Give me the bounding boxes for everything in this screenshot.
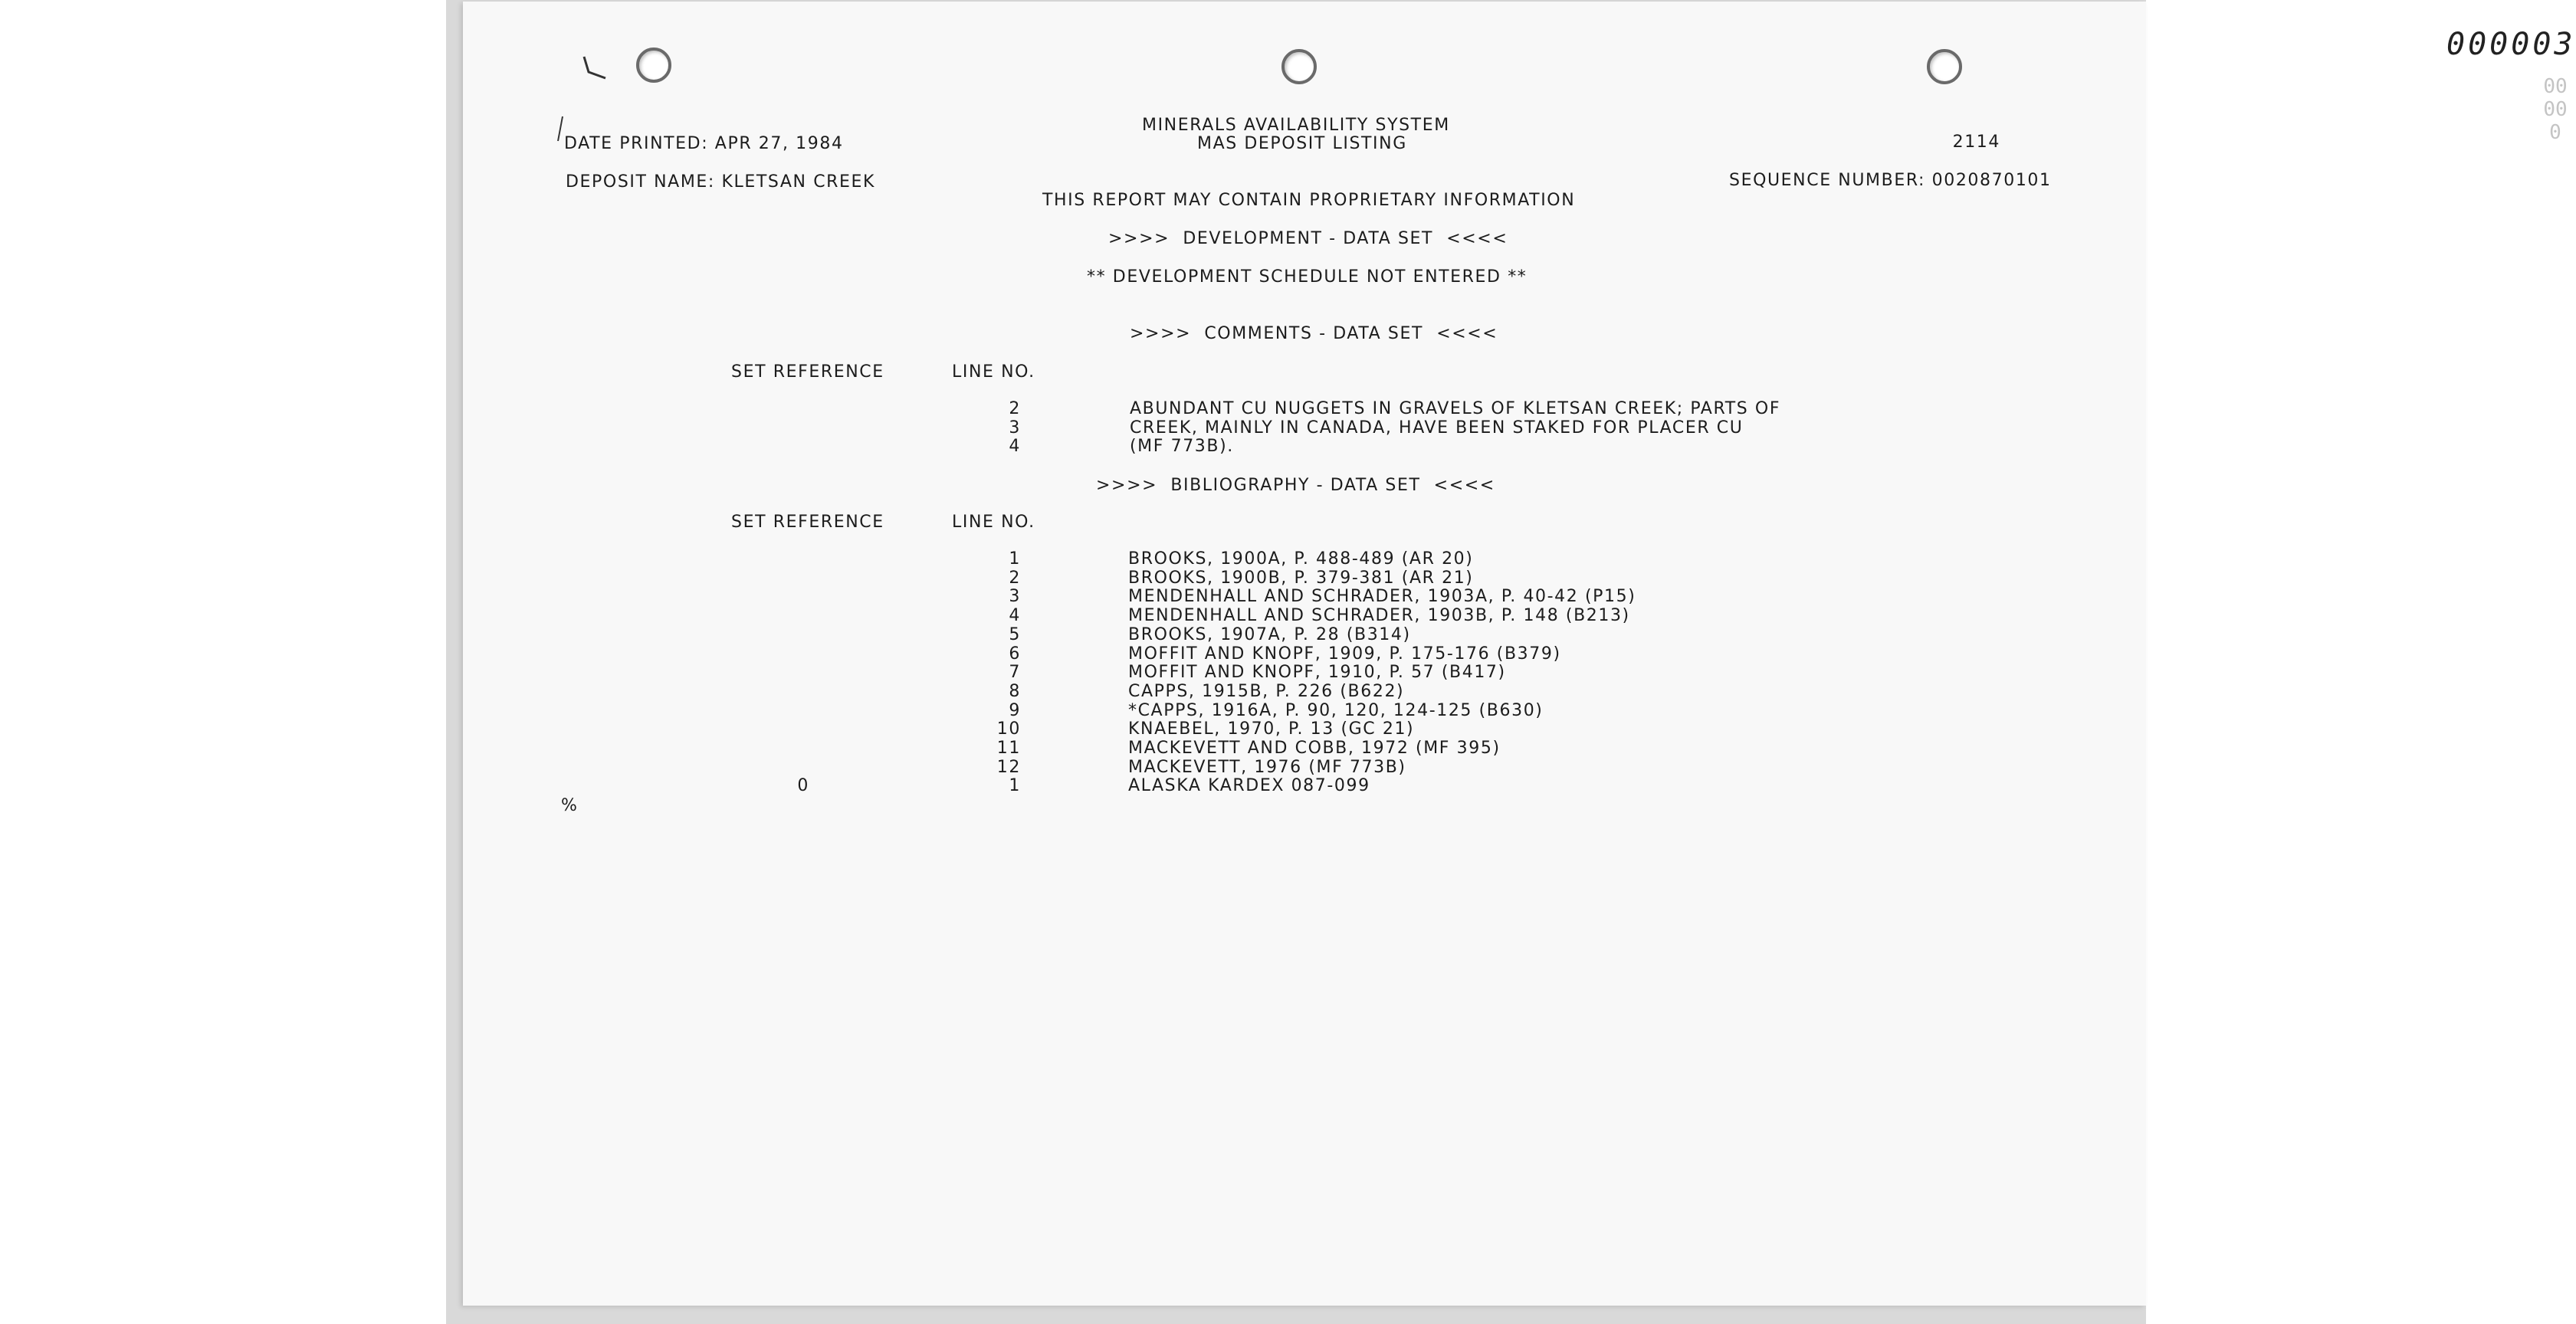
entry-text-cell: CAPPS, 1915B, P. 226 (B622) [1128,681,1405,701]
development-heading: >>>> DEVELOPMENT - DATA SET <<<< [1108,229,1508,248]
line-number-cell: 2 [1009,399,1021,418]
line-number-cell: 4 [1009,606,1021,626]
deposit-name: DEPOSIT NAME: KLETSAN CREEK [566,172,876,192]
punch-hole-left [636,48,671,83]
entry-text-cell: BROOKS, 1907A, P. 28 (B314) [1128,624,1411,644]
line-number-cell: 9 [1009,700,1021,720]
comments-col-set-reference: SET REFERENCE [731,362,884,382]
line-number-cell: 5 [1009,624,1021,644]
sequence-number: SEQUENCE NUMBER: 0020870101 [1729,171,2052,190]
entry-text-cell: KNAEBEL, 1970, P. 13 (GC 21) [1128,719,1415,739]
proprietary-notice: THIS REPORT MAY CONTAIN PROPRIETARY INFORMATION [1042,191,1576,210]
punch-hole-center [1281,49,1317,84]
pen-mark [579,55,610,89]
set-reference-cell: 0 [797,776,809,796]
date-printed: DATE PRINTED: APR 27, 1984 [564,134,844,153]
line-number-cell: 8 [1009,681,1021,701]
line-number-cell: 11 [996,739,1021,758]
line-number-cell: 2 [1009,568,1021,588]
bibliography-heading: >>>> BIBLIOGRAPHY - DATA SET <<<< [1096,476,1495,495]
entry-text-cell: (MF 773B). [1130,437,1234,456]
development-note: ** DEVELOPMENT SCHEDULE NOT ENTERED ** [1087,267,1528,287]
entry-text-cell: *CAPPS, 1916A, P. 90, 120, 124-125 (B630) [1128,700,1544,720]
system-title: MINERALS AVAILABILITY SYSTEM [1142,116,1450,135]
entry-text-cell: MENDENHALL AND SCHRADER, 1903B, P. 148 (B213) [1128,606,1630,626]
entry-text-cell: MACKEVETT AND COBB, 1972 (MF 395) [1128,739,1501,758]
document-number-stamp: 000003 [2446,27,2576,62]
punch-hole-right [1927,49,1962,84]
entry-text-cell: BROOKS, 1900B, P. 379-381 (AR 21) [1128,568,1474,588]
entry-text-cell: MOFFIT AND KNOPF, 1909, P. 175-176 (B379) [1128,644,1561,664]
line-number-cell: 3 [1009,587,1021,607]
listing-title: MAS DEPOSIT LISTING [1197,134,1407,153]
entry-text-cell: MOFFIT AND KNOPF, 1910, P. 57 (B417) [1128,663,1506,683]
page-number: 2114 [1952,133,2000,152]
line-number-cell: 10 [996,719,1021,739]
comments-heading: >>>> COMMENTS - DATA SET <<<< [1130,324,1498,343]
entry-text-cell: BROOKS, 1900A, P. 488-489 (AR 20) [1128,549,1474,569]
entry-text-cell: MACKEVETT, 1976 (MF 773B) [1128,757,1406,777]
entry-text-cell: ALASKA KARDEX 087-099 [1128,776,1370,796]
line-number-cell: 4 [1009,437,1021,456]
comments-col-line-no: LINE NO. [952,362,1035,382]
line-number-cell: 3 [1009,418,1021,438]
entry-text-cell: MENDENHALL AND SCHRADER, 1903A, P. 40-42 (P15) [1128,587,1636,607]
line-number-cell: 6 [1009,644,1021,664]
bibliography-col-line-no: LINE NO. [952,513,1035,532]
end-marker: % [561,796,579,815]
bibliography-col-set-reference: SET REFERENCE [731,513,884,532]
line-number-cell: 7 [1009,663,1021,683]
line-number-cell: 1 [1009,776,1021,796]
entry-text-cell: ABUNDANT CU NUGGETS IN GRAVELS OF KLETSAN CREEK; PARTS OF [1130,399,1781,418]
entry-text-cell: CREEK, MAINLY IN CANADA, HAVE BEEN STAKED FOR PLACER CU [1130,418,1744,438]
margin-stamp-marks: 00000 [2543,75,2568,144]
line-number-cell: 12 [996,757,1021,777]
line-number-cell: 1 [1009,549,1021,569]
